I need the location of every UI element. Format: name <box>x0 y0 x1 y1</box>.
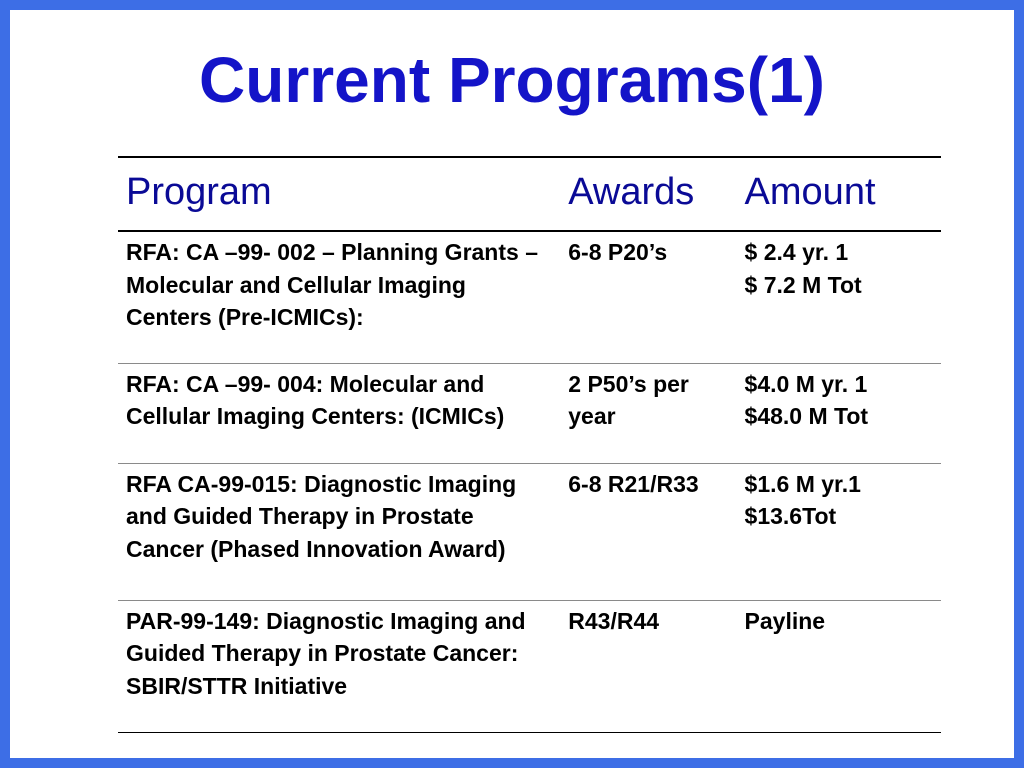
cell-amount: Payline <box>737 600 941 732</box>
cell-program: RFA: CA –99- 002 – Planning Grants – Molecular and Cellular Imaging Centers (Pre-ICMICs): <box>118 231 560 363</box>
cell-amount: $ 2.4 yr. 1 $ 7.2 M Tot <box>737 231 941 363</box>
cell-awards: 6-8 P20’s <box>560 231 736 363</box>
table-header-row <box>118 157 941 231</box>
cell-amount: $1.6 M yr.1 $13.6Tot <box>737 463 941 600</box>
header-amount: Amount <box>737 157 941 231</box>
cell-awards: 2 P50’s per year <box>560 363 736 463</box>
cell-awards: 6-8 R21/R33 <box>560 463 736 600</box>
table-row <box>118 600 941 732</box>
cell-amount: $4.0 M yr. 1 $48.0 M Tot <box>737 363 941 463</box>
table-row <box>118 231 941 363</box>
slide-title: Current Programs(1) <box>199 44 825 116</box>
table-row <box>118 363 941 463</box>
header-program: Program <box>118 157 560 231</box>
cell-program: PAR-99-149: Diagnostic Imaging and Guided Therapy in Prostate Cancer: SBIR/STTR Initiative <box>118 600 560 732</box>
cell-program: RFA CA-99-015: Diagnostic Imaging and Guided Therapy in Prostate Cancer (Phased Innovation Award) <box>118 463 560 600</box>
cell-program: RFA: CA –99- 004: Molecular and Cellular Imaging Centers: (ICMICs) <box>118 363 560 463</box>
cell-awards: R43/R44 <box>560 600 736 732</box>
header-awards: Awards <box>560 157 736 231</box>
table-row <box>118 463 941 600</box>
programs-table <box>118 156 941 733</box>
